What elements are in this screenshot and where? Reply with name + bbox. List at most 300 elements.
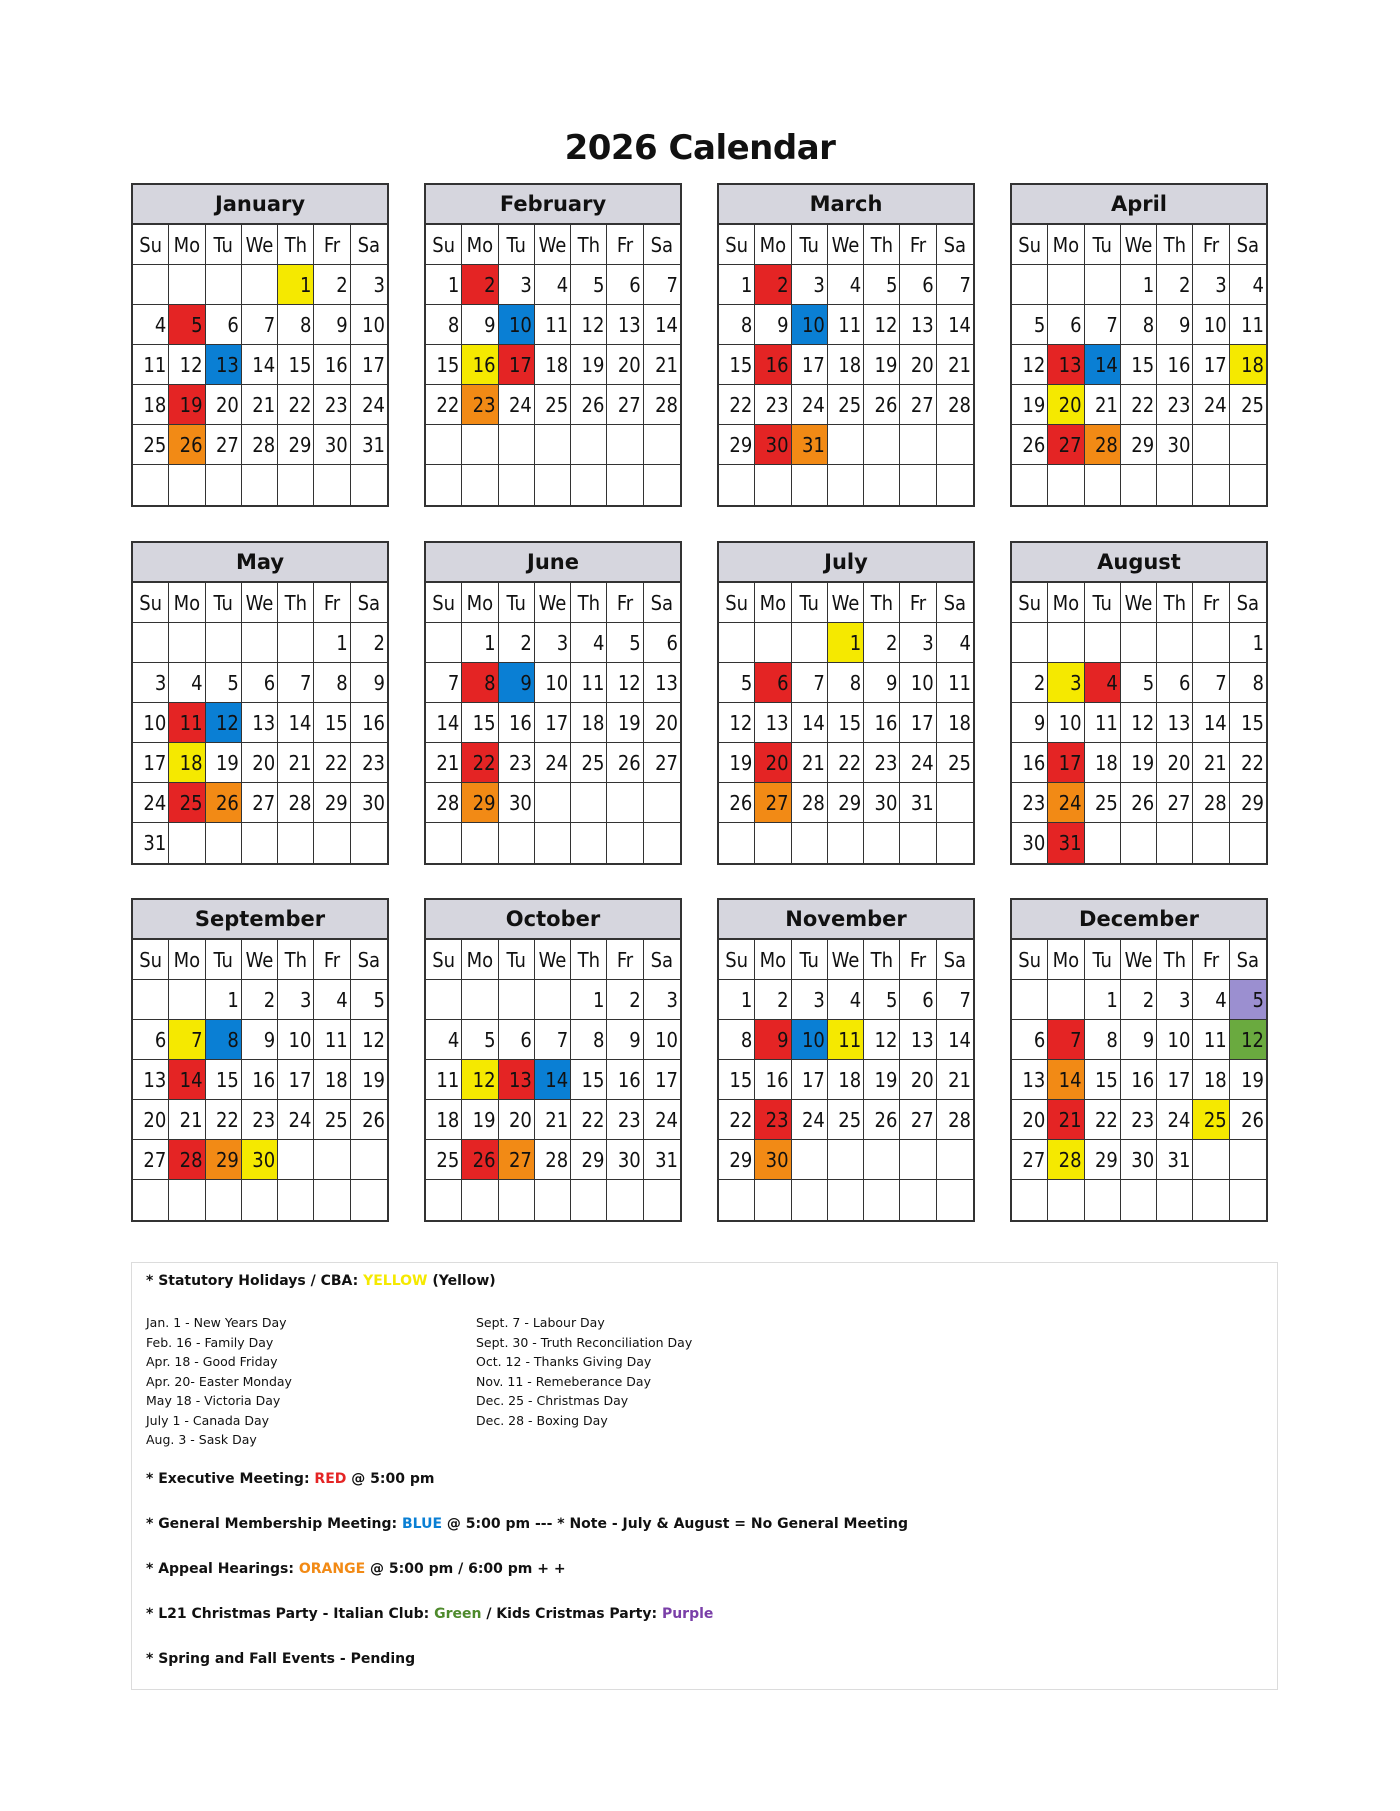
day-cell: 29 [719, 425, 755, 465]
empty-day-cell [314, 1140, 350, 1180]
day-cell: 20 [900, 1060, 936, 1100]
day-cell-highlighted: 6 [755, 663, 791, 703]
day-cell: 28 [937, 385, 973, 425]
day-cell-highlighted: 14 [169, 1060, 205, 1100]
day-cell: 20 [242, 743, 278, 783]
day-cell: 11 [571, 663, 607, 703]
empty-day-cell [937, 1180, 973, 1220]
day-cell: 23 [607, 1100, 643, 1140]
weekday-header: Th [571, 940, 607, 980]
empty-day-cell [1048, 1180, 1084, 1220]
day-cell: 9 [755, 305, 791, 345]
weekday-header: Tu [499, 225, 535, 265]
day-cell: 29 [278, 425, 314, 465]
weekday-header: We [535, 583, 571, 623]
month-day-grid [719, 940, 973, 1220]
day-cell: 24 [644, 1100, 680, 1140]
empty-day-cell [351, 823, 387, 863]
day-cell: 27 [607, 385, 643, 425]
day-cell: 21 [278, 743, 314, 783]
empty-day-cell [864, 1180, 900, 1220]
legend-exec-suffix: @ 5:00 pm [351, 1471, 435, 1487]
weekday-header: Sa [351, 940, 387, 980]
day-cell: 11 [1230, 305, 1266, 345]
empty-day-cell [133, 265, 169, 305]
day-cell: 24 [900, 743, 936, 783]
day-cell: 1 [719, 980, 755, 1020]
day-cell: 11 [1085, 703, 1121, 743]
day-cell: 2 [351, 623, 387, 663]
weekday-header: Mo [755, 583, 791, 623]
day-cell: 2 [755, 980, 791, 1020]
empty-day-cell [792, 1140, 828, 1180]
empty-day-cell [900, 465, 936, 505]
day-cell: 10 [1193, 305, 1229, 345]
day-cell: 20 [133, 1100, 169, 1140]
day-cell: 6 [133, 1020, 169, 1060]
empty-day-cell [828, 465, 864, 505]
day-cell: 10 [1157, 1020, 1193, 1060]
day-cell-highlighted: 12 [1230, 1020, 1266, 1060]
day-cell: 22 [828, 743, 864, 783]
day-cell: 7 [1085, 305, 1121, 345]
day-cell: 16 [1157, 345, 1193, 385]
day-cell: 30 [499, 783, 535, 823]
weekday-header: Th [571, 583, 607, 623]
day-cell: 25 [828, 1100, 864, 1140]
empty-day-cell [1085, 623, 1121, 663]
empty-day-cell [1230, 465, 1266, 505]
empty-day-cell [937, 425, 973, 465]
empty-day-cell [206, 623, 242, 663]
day-cell: 19 [607, 703, 643, 743]
weekday-header: Su [133, 940, 169, 980]
day-cell: 9 [462, 305, 498, 345]
day-cell-highlighted: 28 [1048, 1140, 1084, 1180]
day-cell: 17 [535, 703, 571, 743]
day-cell: 5 [1121, 663, 1157, 703]
weekday-header: Mo [169, 583, 205, 623]
weekday-header: Mo [462, 940, 498, 980]
empty-day-cell [499, 1180, 535, 1220]
weekday-header: Sa [937, 225, 973, 265]
empty-day-cell [900, 1140, 936, 1180]
legend-party-middle: / Kids Cristmas Party: [486, 1606, 658, 1622]
day-cell: 12 [351, 1020, 387, 1060]
day-cell: 4 [314, 980, 350, 1020]
day-cell: 4 [1193, 980, 1229, 1020]
day-cell: 14 [937, 305, 973, 345]
day-cell: 17 [792, 1060, 828, 1100]
day-cell: 13 [644, 663, 680, 703]
empty-day-cell [278, 823, 314, 863]
month-day-grid [719, 583, 973, 863]
weekday-header: Tu [206, 583, 242, 623]
day-cell: 4 [133, 305, 169, 345]
day-cell: 10 [1048, 703, 1084, 743]
empty-day-cell [535, 425, 571, 465]
day-cell-highlighted: 19 [169, 385, 205, 425]
day-cell: 24 [535, 743, 571, 783]
weekday-header: Sa [937, 940, 973, 980]
day-cell: 3 [900, 623, 936, 663]
day-cell: 20 [607, 345, 643, 385]
day-cell: 2 [607, 980, 643, 1020]
day-cell: 6 [1012, 1020, 1048, 1060]
legend-stat-suffix: (Yellow) [432, 1273, 496, 1289]
day-cell: 30 [864, 783, 900, 823]
empty-day-cell [1048, 623, 1084, 663]
day-cell: 10 [278, 1020, 314, 1060]
day-cell: 18 [828, 345, 864, 385]
empty-day-cell [278, 623, 314, 663]
day-cell: 25 [314, 1100, 350, 1140]
month-june [424, 541, 682, 865]
day-cell: 23 [1121, 1100, 1157, 1140]
empty-day-cell [1012, 465, 1048, 505]
weekday-header: Su [719, 583, 755, 623]
empty-day-cell [1193, 1140, 1229, 1180]
day-cell-highlighted: 5 [169, 305, 205, 345]
day-cell: 20 [1157, 743, 1193, 783]
day-cell: 31 [133, 823, 169, 863]
day-cell: 15 [719, 1060, 755, 1100]
holiday-item: Apr. 20- Easter Monday [146, 1373, 292, 1389]
day-cell: 20 [499, 1100, 535, 1140]
empty-day-cell [864, 823, 900, 863]
day-cell-highlighted: 13 [206, 345, 242, 385]
day-cell: 8 [719, 305, 755, 345]
empty-day-cell [1193, 623, 1229, 663]
day-cell: 1 [719, 265, 755, 305]
day-cell: 5 [351, 980, 387, 1020]
day-cell: 19 [462, 1100, 498, 1140]
empty-day-cell [1230, 1180, 1266, 1220]
day-cell-highlighted: 16 [755, 345, 791, 385]
day-cell: 12 [607, 663, 643, 703]
day-cell: 16 [864, 703, 900, 743]
day-cell-highlighted: 25 [169, 783, 205, 823]
day-cell-highlighted: 8 [462, 663, 498, 703]
day-cell-highlighted: 2 [755, 265, 791, 305]
day-cell: 17 [351, 345, 387, 385]
legend-general-prefix: * General Membership Meeting: [146, 1516, 398, 1532]
month-name: July [719, 543, 973, 583]
day-cell-highlighted: 27 [499, 1140, 535, 1180]
empty-day-cell [571, 1180, 607, 1220]
day-cell: 22 [1121, 385, 1157, 425]
day-cell: 31 [351, 425, 387, 465]
month-name: December [1012, 900, 1266, 940]
day-cell: 19 [864, 1060, 900, 1100]
weekday-header: Mo [755, 940, 791, 980]
day-cell: 10 [900, 663, 936, 703]
day-cell: 25 [828, 385, 864, 425]
day-cell-highlighted: 10 [499, 305, 535, 345]
weekday-header: Tu [206, 940, 242, 980]
day-cell: 19 [1121, 743, 1157, 783]
day-cell: 17 [900, 703, 936, 743]
day-cell: 9 [314, 305, 350, 345]
day-cell-highlighted: 14 [1085, 345, 1121, 385]
empty-day-cell [499, 980, 535, 1020]
day-cell: 11 [828, 305, 864, 345]
month-day-grid [426, 225, 680, 505]
day-cell: 22 [1230, 743, 1266, 783]
day-cell: 22 [206, 1100, 242, 1140]
empty-day-cell [169, 823, 205, 863]
day-cell: 18 [571, 703, 607, 743]
empty-day-cell [828, 1140, 864, 1180]
day-cell: 19 [206, 743, 242, 783]
day-cell: 17 [1193, 345, 1229, 385]
day-cell: 26 [607, 743, 643, 783]
day-cell: 28 [535, 1140, 571, 1180]
day-cell: 23 [351, 743, 387, 783]
day-cell: 4 [169, 663, 205, 703]
day-cell: 24 [792, 385, 828, 425]
weekday-header: Mo [169, 940, 205, 980]
day-cell: 14 [278, 703, 314, 743]
day-cell: 13 [133, 1060, 169, 1100]
day-cell-highlighted: 30 [755, 1140, 791, 1180]
day-cell: 22 [571, 1100, 607, 1140]
month-october [424, 898, 682, 1222]
empty-day-cell [1048, 265, 1084, 305]
empty-day-cell [719, 1180, 755, 1220]
day-cell: 1 [1230, 623, 1266, 663]
day-cell-highlighted: 20 [1048, 385, 1084, 425]
day-cell: 3 [133, 663, 169, 703]
day-cell-highlighted: 2 [462, 265, 498, 305]
weekday-header: Su [719, 940, 755, 980]
empty-day-cell [571, 783, 607, 823]
day-cell: 15 [426, 345, 462, 385]
day-cell-highlighted: 9 [499, 663, 535, 703]
day-cell-highlighted: 21 [1048, 1100, 1084, 1140]
day-cell: 4 [828, 980, 864, 1020]
day-cell-highlighted: 17 [499, 345, 535, 385]
day-cell: 12 [719, 703, 755, 743]
day-cell: 30 [314, 425, 350, 465]
legend-appeal-color: ORANGE [298, 1561, 366, 1577]
holiday-item: Oct. 12 - Thanks Giving Day [476, 1354, 652, 1369]
empty-day-cell [1230, 1140, 1266, 1180]
day-cell: 15 [206, 1060, 242, 1100]
empty-day-cell [900, 1180, 936, 1220]
weekday-header: Su [133, 583, 169, 623]
empty-day-cell [133, 1180, 169, 1220]
empty-day-cell [1157, 465, 1193, 505]
empty-day-cell [1121, 823, 1157, 863]
day-cell-highlighted: 1 [278, 265, 314, 305]
weekday-header: Tu [499, 940, 535, 980]
day-cell: 8 [278, 305, 314, 345]
day-cell: 1 [1085, 980, 1121, 1020]
empty-day-cell [351, 1140, 387, 1180]
legend-general-suffix: @ 5:00 pm --- * Note - July & August = No General Meeting [446, 1516, 908, 1532]
month-day-grid [1012, 940, 1266, 1220]
weekday-header: Th [864, 583, 900, 623]
empty-day-cell [206, 265, 242, 305]
empty-day-cell [607, 465, 643, 505]
day-cell: 1 [571, 980, 607, 1020]
day-cell: 21 [169, 1100, 205, 1140]
weekday-header: Th [1157, 225, 1193, 265]
day-cell: 7 [644, 265, 680, 305]
weekday-header: Fr [314, 940, 350, 980]
weekday-header: Fr [607, 583, 643, 623]
empty-day-cell [792, 465, 828, 505]
weekday-header: We [242, 583, 278, 623]
legend-party [146, 1606, 713, 1622]
weekday-header: Sa [351, 583, 387, 623]
empty-day-cell [242, 623, 278, 663]
day-cell: 4 [426, 1020, 462, 1060]
day-cell: 4 [535, 265, 571, 305]
empty-day-cell [1193, 823, 1229, 863]
day-cell: 5 [462, 1020, 498, 1060]
empty-day-cell [900, 823, 936, 863]
day-cell: 28 [426, 783, 462, 823]
day-cell: 4 [1230, 265, 1266, 305]
empty-day-cell [719, 623, 755, 663]
day-cell: 24 [1193, 385, 1229, 425]
empty-day-cell [755, 823, 791, 863]
empty-day-cell [351, 465, 387, 505]
day-cell: 7 [792, 663, 828, 703]
empty-day-cell [169, 465, 205, 505]
day-cell: 11 [1193, 1020, 1229, 1060]
day-cell: 15 [278, 345, 314, 385]
day-cell-highlighted: 24 [1048, 783, 1084, 823]
empty-day-cell [1085, 823, 1121, 863]
empty-day-cell [462, 823, 498, 863]
day-cell: 21 [426, 743, 462, 783]
day-cell: 12 [864, 1020, 900, 1060]
day-cell: 11 [426, 1060, 462, 1100]
weekday-header: We [535, 940, 571, 980]
day-cell: 30 [1012, 823, 1048, 863]
day-cell: 29 [1121, 425, 1157, 465]
day-cell: 16 [242, 1060, 278, 1100]
empty-day-cell [644, 465, 680, 505]
day-cell-highlighted: 17 [1048, 743, 1084, 783]
day-cell: 15 [1230, 703, 1266, 743]
day-cell: 11 [937, 663, 973, 703]
day-cell: 11 [314, 1020, 350, 1060]
day-cell-highlighted: 5 [1230, 980, 1266, 1020]
empty-day-cell [499, 425, 535, 465]
empty-day-cell [351, 1180, 387, 1220]
day-cell: 30 [607, 1140, 643, 1180]
day-cell: 21 [644, 345, 680, 385]
day-cell: 21 [792, 743, 828, 783]
day-cell: 7 [535, 1020, 571, 1060]
legend-exec-prefix: * Executive Meeting: [146, 1471, 310, 1487]
day-cell: 15 [1121, 345, 1157, 385]
day-cell: 13 [755, 703, 791, 743]
weekday-header: Fr [607, 940, 643, 980]
empty-day-cell [206, 1180, 242, 1220]
weekday-header: Th [864, 225, 900, 265]
weekday-header: Su [1012, 225, 1048, 265]
empty-day-cell [864, 465, 900, 505]
holiday-item: July 1 - Canada Day [146, 1412, 270, 1428]
day-cell: 12 [1121, 703, 1157, 743]
empty-day-cell [1012, 980, 1048, 1020]
day-cell-highlighted: 26 [462, 1140, 498, 1180]
day-cell-highlighted: 13 [499, 1060, 535, 1100]
day-cell: 15 [462, 703, 498, 743]
weekday-header: Su [1012, 940, 1048, 980]
day-cell: 24 [351, 385, 387, 425]
day-cell: 8 [828, 663, 864, 703]
day-cell-highlighted: 23 [462, 385, 498, 425]
weekday-header: We [828, 940, 864, 980]
empty-day-cell [1157, 823, 1193, 863]
day-cell: 25 [426, 1140, 462, 1180]
empty-day-cell [1157, 623, 1193, 663]
day-cell: 8 [571, 1020, 607, 1060]
day-cell: 5 [864, 265, 900, 305]
empty-day-cell [169, 1180, 205, 1220]
weekday-header: Th [1157, 940, 1193, 980]
day-cell: 9 [607, 1020, 643, 1060]
day-cell: 20 [1012, 1100, 1048, 1140]
day-cell: 1 [462, 623, 498, 663]
month-day-grid [1012, 583, 1266, 863]
day-cell: 31 [900, 783, 936, 823]
day-cell-highlighted: 26 [169, 425, 205, 465]
weekday-header: Su [426, 583, 462, 623]
day-cell: 18 [828, 1060, 864, 1100]
empty-day-cell [278, 465, 314, 505]
weekday-header: Fr [1193, 940, 1229, 980]
holiday-item: Dec. 25 - Christmas Day [476, 1393, 629, 1408]
day-cell: 9 [864, 663, 900, 703]
weekday-header: Th [278, 225, 314, 265]
day-cell: 26 [864, 385, 900, 425]
empty-day-cell [1012, 623, 1048, 663]
day-cell: 2 [314, 265, 350, 305]
day-cell-highlighted: 7 [1048, 1020, 1084, 1060]
day-cell: 19 [351, 1060, 387, 1100]
day-cell: 8 [1085, 1020, 1121, 1060]
empty-day-cell [571, 823, 607, 863]
legend-statutory [146, 1273, 496, 1289]
day-cell: 19 [719, 743, 755, 783]
empty-day-cell [169, 623, 205, 663]
day-cell: 16 [1012, 743, 1048, 783]
day-cell: 5 [864, 980, 900, 1020]
day-cell: 6 [1157, 663, 1193, 703]
day-cell: 16 [351, 703, 387, 743]
day-cell: 23 [1157, 385, 1193, 425]
day-cell: 29 [1085, 1140, 1121, 1180]
weekday-header: Sa [644, 225, 680, 265]
weekday-header: Tu [792, 583, 828, 623]
holiday-item: May 18 - Victoria Day [146, 1393, 281, 1408]
day-cell: 12 [571, 305, 607, 345]
day-cell-highlighted: 28 [169, 1140, 205, 1180]
day-cell: 23 [242, 1100, 278, 1140]
empty-day-cell [755, 1180, 791, 1220]
day-cell: 22 [278, 385, 314, 425]
weekday-header: Tu [1085, 940, 1121, 980]
day-cell: 27 [644, 743, 680, 783]
day-cell: 4 [828, 265, 864, 305]
